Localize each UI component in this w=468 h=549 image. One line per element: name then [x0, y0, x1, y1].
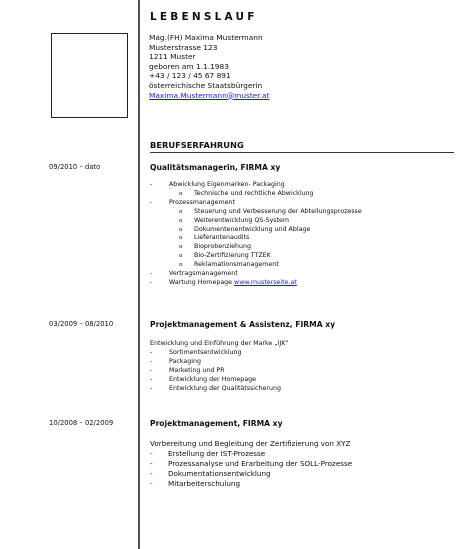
contact-phone: +43 / 123 / 45 67 891: [149, 71, 231, 81]
sub-list-item: [150, 234, 362, 243]
sub-bullet: o: [179, 226, 183, 233]
contact-street: Musterstrasse 123: [149, 42, 218, 52]
job-title: Projektmanagement, FIRMA xy: [150, 419, 283, 428]
contact-city: 1211 Muster: [149, 52, 196, 62]
bullet: -: [150, 479, 153, 488]
bullet: -: [150, 469, 153, 478]
contact-block: [149, 33, 269, 100]
sub-list-item-text: Steuerung und Verbesserung der Abteilungsprozesse: [194, 207, 362, 215]
list-item: [150, 199, 362, 208]
list-item: [150, 469, 352, 479]
sub-list-item-text: Bioprobenziehung: [194, 243, 251, 251]
job-intro: Entwicklung und Einführung der Marke „IJK“: [150, 340, 289, 347]
list-item: [150, 367, 288, 376]
section-title: BERUFSERFAHRUNG: [150, 140, 244, 150]
job-title: Projektmanagement & Assistenz, FIRMA xy: [150, 320, 336, 329]
list-item: [150, 449, 352, 459]
list-item-text: Sortimentsentwicklung: [169, 348, 242, 356]
sub-bullet: o: [179, 208, 183, 215]
page-title: LEBENSLAUF: [150, 11, 258, 23]
list-item: [150, 479, 352, 489]
contact-email-link[interactable]: Maxima.Mustermann@muster.at: [149, 90, 270, 100]
list-item-text: Dokumentationsentwicklung: [168, 469, 271, 478]
list-item-text: Packaging: [169, 357, 201, 365]
contact-name: Mag.(FH) Maxima Mustermann: [149, 33, 263, 42]
list-item-text: Prozessanalyse und Erarbeitung der SOLL-Prozesse: [168, 459, 353, 468]
vertical-divider: [138, 0, 140, 549]
sub-list-item-text: Dokumentenentwicklung und Ablage: [194, 225, 311, 233]
job-task-list: [150, 181, 362, 288]
sub-bullet: o: [179, 190, 183, 197]
sub-list-item: [150, 217, 362, 226]
job-task-list: [150, 439, 352, 489]
list-item-text: Abwicklung Eigenmarken- Packaging: [169, 181, 285, 188]
job-date: 09/2010 – dato: [49, 163, 101, 171]
sub-list-item: [150, 252, 362, 261]
list-item-text: Entwicklung der Homepage: [169, 375, 256, 383]
sub-bullet: o: [179, 235, 183, 242]
list-item: [150, 459, 352, 469]
bullet: -: [150, 449, 153, 458]
list-item-text: Vertragsmanagement: [169, 270, 238, 278]
sub-bullet: o: [179, 262, 183, 269]
list-item: [150, 376, 288, 385]
bullet: -: [150, 278, 153, 286]
list-item-text: Erstellung der IST-Prozesse: [168, 449, 266, 458]
sub-list-item: [150, 243, 362, 252]
bullet: -: [150, 366, 153, 374]
list-item: [150, 279, 362, 288]
list-item-text: Wartung Homepage: [169, 278, 235, 286]
sub-list-item: [150, 226, 362, 235]
photo-placeholder: [51, 33, 128, 118]
job-title: Qualitätsmanagerin, FIRMA xy: [150, 163, 281, 172]
list-item-text: Prozessmanagement: [169, 198, 235, 206]
homepage-link[interactable]: www.musterseite.at: [234, 278, 297, 286]
sub-list-item: [150, 208, 362, 217]
section-rule: [150, 152, 454, 153]
list-item-text: Marketing und PR: [169, 366, 225, 374]
bullet: -: [150, 357, 153, 365]
bullet: -: [150, 375, 153, 383]
sub-list-item-text: Weiterentwicklung QS-System: [194, 216, 290, 224]
sub-list-item: [150, 261, 362, 270]
bullet: -: [150, 348, 153, 356]
bullet: -: [150, 459, 153, 468]
list-item: [150, 358, 288, 367]
job-date: 10/2008 – 02/2009: [49, 419, 114, 427]
job-date: 03/2009 – 08/2010: [49, 320, 114, 328]
sub-list-item: [150, 190, 362, 199]
list-item: [150, 385, 288, 394]
job-intro: Vorbereitung und Begleitung der Zertifizierung von XYZ: [150, 439, 351, 448]
list-item: [150, 181, 362, 190]
list-item: [150, 349, 288, 358]
sub-list-item-text: Technische und rechtliche Abwicklung: [194, 189, 314, 197]
sub-bullet: o: [179, 244, 183, 251]
bullet: -: [150, 198, 153, 206]
list-item-text: Entwicklung der Qualitätssicherung: [169, 384, 281, 392]
sub-bullet: o: [179, 217, 183, 224]
bullet: -: [150, 270, 153, 278]
contact-birth: geboren am 1.1.1983: [149, 61, 229, 71]
bullet: -: [150, 181, 153, 188]
contact-nationality: österreichische Staatsbürgerin: [149, 80, 263, 90]
sub-list-item-text: Reklamationsmanagement: [194, 261, 279, 269]
sub-list-item-text: Bio-Zertifizierung TTZEK: [194, 252, 271, 260]
sub-bullet: o: [179, 253, 183, 260]
job-task-list: [150, 340, 288, 393]
bullet: -: [150, 384, 153, 392]
list-item-text: Mitarbeiterschulung: [168, 479, 241, 488]
sub-list-item-text: Lieferantenaudits: [194, 234, 250, 242]
list-item: [150, 270, 362, 279]
